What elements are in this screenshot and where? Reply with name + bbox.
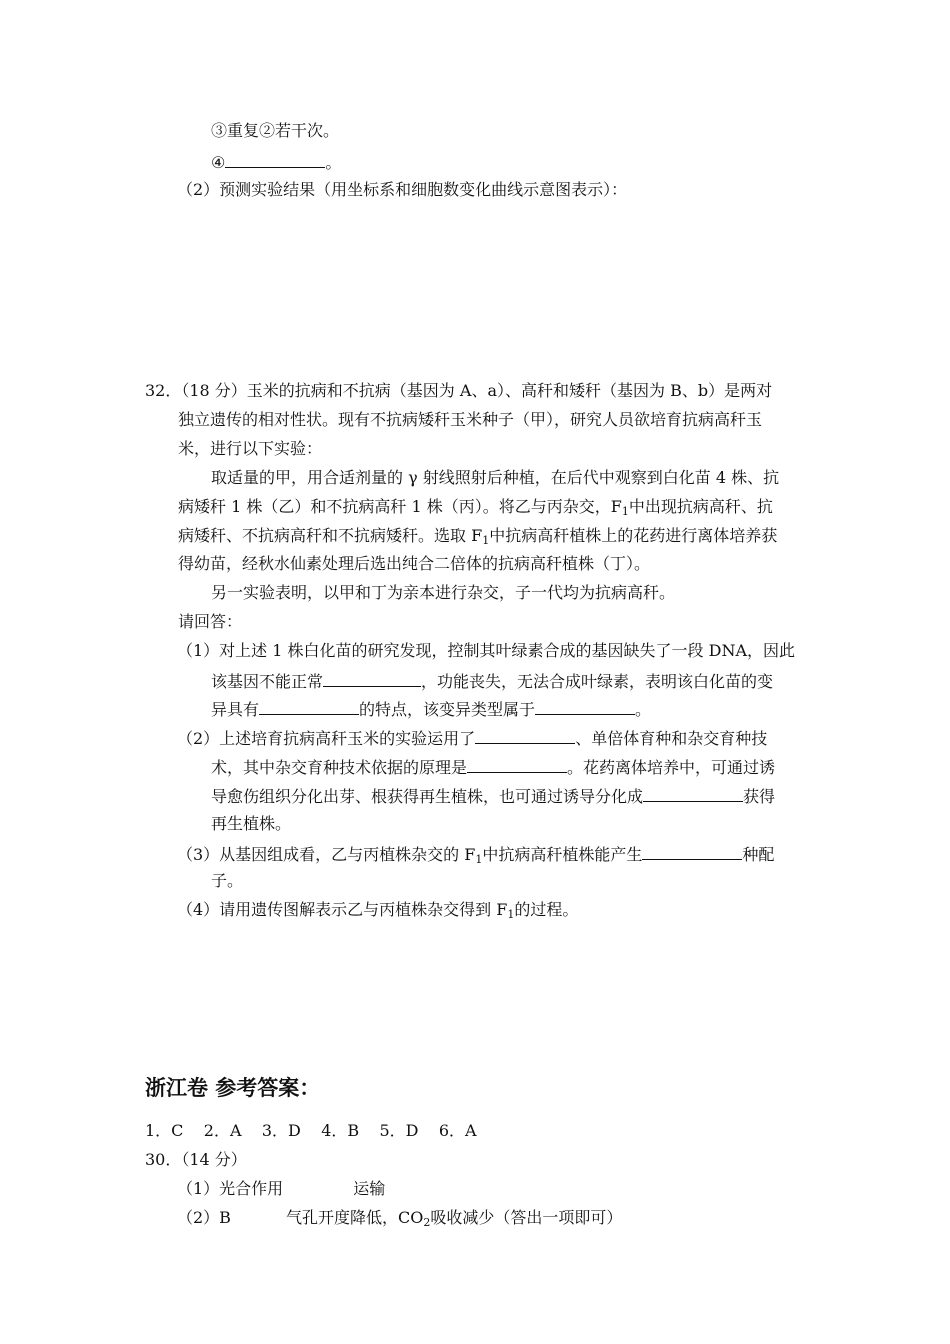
answer-blank	[259, 698, 359, 715]
subscript: 1	[475, 853, 483, 866]
text-segment: 病矮秆 1 株（乙）和不抗病高秆 1 株（丙）。将乙与丙杂交，F	[178, 497, 622, 516]
q30-answer-1	[177, 1179, 385, 1199]
answer-blank	[475, 727, 575, 744]
text-segment: 术，其中杂交育种技术依据的原理是	[211, 758, 468, 777]
text-segment: 、单倍体育种和杂交育种技	[575, 729, 768, 748]
q32-paragraph-1-line-2	[178, 497, 773, 522]
text-segment: 导愈伤组织分化出芽、根获得再生植株，也可通过诱导分化成	[211, 787, 644, 806]
answer-blank	[467, 756, 567, 773]
answers-heading: 浙江卷 参考答案：	[145, 1076, 321, 1100]
text-segment: 的特点，该变异类型属于	[359, 700, 536, 719]
q32-header-line-1: 32．（18 分）玉米的抗病和不抗病（基因为 A、a）、高秆和矮秆（基因为 B、b）是两对	[145, 381, 773, 400]
text-segment: ，功能丧失，无法合成叶绿素，表明该白化苗的变	[421, 672, 774, 691]
text-segment: 运输	[353, 1179, 386, 1198]
subscript: 1	[621, 505, 629, 518]
text-segment: 该基因不能正常	[211, 672, 324, 691]
text-segment: 中出现抗病高秆、抗	[628, 497, 773, 516]
text-segment: 气孔开度降低，CO	[285, 1208, 424, 1227]
subscript: 1	[482, 534, 490, 547]
answer-blank	[642, 843, 742, 860]
q32-paragraph-2: 另一实验表明，以甲和丁为亲本进行杂交，子一代均为抗病高秆。	[211, 583, 676, 602]
q32-header-line-3: 米，进行以下实验：	[178, 439, 323, 458]
step-4	[211, 151, 341, 173]
multiple-choice-answers: 1．C 2．A 3．D 4．B 5．D 6．A	[145, 1121, 477, 1140]
q32-sub-1-line-1: （1）对上述 1 株白化苗的研究发现，控制其叶绿素合成的基因缺失了一段 DNA，因此	[177, 641, 796, 660]
q30-answer-2	[177, 1208, 622, 1233]
q32-paragraph-1-line-1: 取适量的甲，用合适剂量的 γ 射线照射后种植，在后代中观察到白化苗 4 株、抗	[211, 468, 780, 487]
q32-header-line-2: 独立遗传的相对性状。现有不抗病矮秆玉米种子（甲），研究人员欲培育抗病高秆玉	[178, 410, 763, 429]
text-segment: 的过程。	[514, 900, 579, 919]
answer-blank	[535, 698, 635, 715]
q32-paragraph-1-line-4: 得幼苗，经秋水仙素处理后选出纯合二倍体的抗病高秆植株（丁）。	[178, 554, 651, 573]
q32-paragraph-1-line-3	[178, 526, 777, 551]
q32-prompt: 请回答：	[178, 612, 243, 631]
text-segment: 吸收减少（答出一项即可）	[430, 1208, 623, 1227]
answer-blank	[643, 785, 743, 802]
question-2-prompt: （2）预测实验结果（用坐标系和细胞数变化曲线示意图表示）：	[177, 180, 628, 199]
q32-sub-1-line-2	[211, 670, 773, 692]
answer-blank	[323, 670, 421, 687]
subscript: 2	[423, 1216, 431, 1229]
text-segment: （3）从基因组成看，乙与丙植株杂交的 F	[177, 845, 476, 864]
text-segment: （1）光合作用	[177, 1179, 284, 1198]
q32-sub-2-line-3	[211, 785, 775, 807]
text-segment: （2）B	[177, 1208, 231, 1227]
q32-sub-3-line-1	[177, 843, 774, 870]
text-segment: 中抗病高秆植株上的花药进行离体培养获	[489, 526, 778, 545]
step-4-prefix: ④	[211, 153, 226, 172]
q32-sub-4	[177, 900, 578, 925]
text-segment: 获得	[743, 787, 776, 806]
q30-header: 30．（14 分）	[145, 1150, 247, 1169]
text-segment: 种配	[742, 845, 775, 864]
step-3: ③重复②若干次。	[211, 121, 340, 140]
subscript: 1	[507, 908, 515, 921]
text-segment: 中抗病高秆植株能产生	[482, 845, 643, 864]
text-segment: 。	[635, 700, 652, 719]
q32-sub-2-line-4: 再生植株。	[211, 814, 292, 833]
q32-sub-2-line-1	[177, 727, 767, 749]
q32-sub-1-line-3	[211, 698, 651, 720]
text-segment: （4）请用遗传图解表示乙与丙植株杂交得到 F	[177, 900, 508, 919]
q32-sub-2-line-2	[211, 756, 775, 778]
text-segment: 。花药离体培养中，可通过诱	[567, 758, 776, 777]
answer-blank	[225, 151, 325, 168]
q32-sub-3-line-2: 子。	[211, 871, 244, 890]
step-4-suffix: 。	[325, 153, 342, 172]
text-segment: 病矮秆、不抗病高秆和不抗病矮秆。选取 F	[178, 526, 483, 545]
text-segment: 异具有	[211, 700, 260, 719]
text-segment: （2）上述培育抗病高秆玉米的实验运用了	[177, 729, 476, 748]
